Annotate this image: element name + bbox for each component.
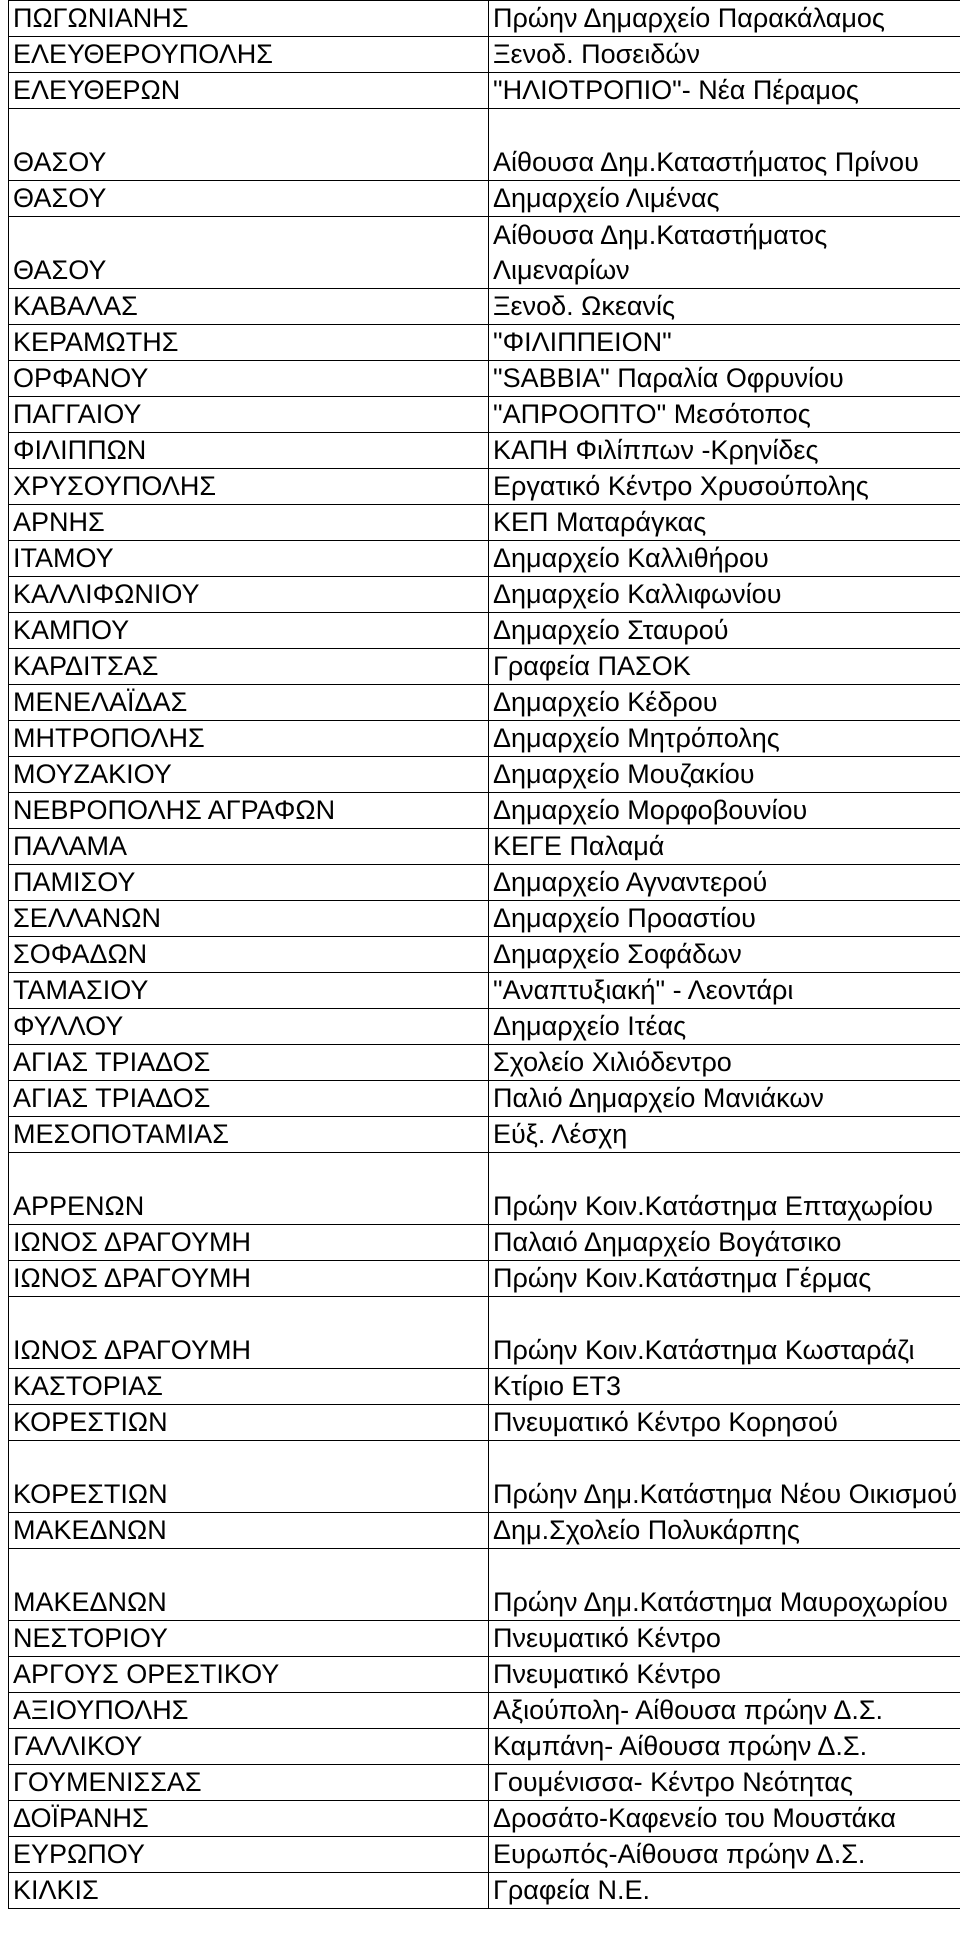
location-cell (489, 865, 960, 901)
table-row (9, 1837, 960, 1873)
location-cell (489, 613, 960, 649)
location-cell (489, 757, 960, 793)
location-cell (489, 1441, 960, 1513)
municipality-cell (9, 721, 489, 757)
table-row (9, 1693, 960, 1729)
municipality-name: ΘΑΣΟΥ (13, 255, 107, 285)
table-row (9, 37, 960, 73)
location-cell (489, 1873, 960, 1909)
location-name: "Αναπτυξιακή" - Λεοντάρι (493, 975, 794, 1005)
table-row (9, 469, 960, 505)
table-row (9, 1225, 960, 1261)
table-row (9, 541, 960, 577)
table-row (9, 793, 960, 829)
municipality-cell (9, 433, 489, 469)
municipality-cell (9, 289, 489, 325)
location-name: "SABBIA" Παραλία Οφρυνίου (493, 363, 844, 393)
location-cell (489, 937, 960, 973)
table-row (9, 433, 960, 469)
location-cell (489, 1693, 960, 1729)
municipality-name: ΚΑΛΛΙΦΩΝΙΟΥ (13, 579, 200, 609)
location-name: Αίθουσα Δημ.Καταστήματος Λιμεναρίων (493, 220, 828, 285)
location-name: Πρώην Κοιν.Κατάστημα Επταχωρίου (493, 1191, 934, 1221)
location-name: Δημαρχείο Μητρόπολης (493, 723, 780, 753)
location-cell (489, 73, 960, 109)
municipality-name: ΧΡΥΣΟΥΠΟΛΗΣ (13, 471, 217, 501)
location-name: Γραφεία Ν.Ε. (493, 1875, 651, 1905)
table-row (9, 217, 960, 289)
location-name: Σχολείο Χιλιόδεντρο (493, 1047, 732, 1077)
municipality-name: ΑΡΡΕΝΩΝ (13, 1191, 145, 1221)
municipality-cell (9, 757, 489, 793)
location-cell (489, 433, 960, 469)
municipality-name: ΙΩΝΟΣ ΔΡΑΓΟΥΜΗ (13, 1263, 251, 1293)
municipality-name: ΦΥΛΛΟΥ (13, 1011, 124, 1041)
document-page (8, 0, 960, 1909)
table-row (9, 577, 960, 613)
location-name: Εύξ. Λέσχη (493, 1119, 628, 1149)
municipality-cell (9, 1261, 489, 1297)
municipality-cell (9, 361, 489, 397)
municipality-cell (9, 1765, 489, 1801)
table-row (9, 1081, 960, 1117)
location-name: Δροσάτο-Καφενείο του Μουστάκα (493, 1803, 897, 1833)
location-name: Δημαρχείο Αγναντερού (493, 867, 768, 897)
location-cell (489, 181, 960, 217)
municipality-cell (9, 649, 489, 685)
location-cell (489, 289, 960, 325)
location-cell (489, 1405, 960, 1441)
municipality-cell (9, 829, 489, 865)
municipality-cell (9, 937, 489, 973)
municipality-cell (9, 325, 489, 361)
location-name: Ξενοδ. Ποσειδών (493, 39, 700, 69)
municipality-name: ΚΑΜΠΟΥ (13, 615, 130, 645)
municipality-cell (9, 901, 489, 937)
table-row (9, 73, 960, 109)
municipality-name: ΕΛΕΥΘΕΡΟΥΠΟΛΗΣ (13, 39, 273, 69)
location-cell (489, 1549, 960, 1621)
municipality-name: ΤΑΜΑΣΙΟΥ (13, 975, 149, 1005)
municipality-name: ΜΗΤΡΟΠΟΛΗΣ (13, 723, 205, 753)
location-name: Γουμένισσα- Κέντρο Νεότητας (493, 1767, 854, 1797)
municipality-name: ΚΟΡΕΣΤΙΩΝ (13, 1407, 168, 1437)
table-row (9, 1441, 960, 1513)
location-cell (489, 1765, 960, 1801)
municipality-name: ΙΩΝΟΣ ΔΡΑΓΟΥΜΗ (13, 1227, 251, 1257)
location-name: Πρώην Δημ.Κατάστημα Μαυροχωρίου (493, 1587, 948, 1617)
location-name: Δημαρχείο Μορφοβουνίου (493, 795, 808, 825)
table-row (9, 1297, 960, 1369)
location-cell (489, 1729, 960, 1765)
municipality-cell (9, 217, 489, 289)
table-row (9, 1117, 960, 1153)
location-cell (489, 1225, 960, 1261)
municipality-cell (9, 1621, 489, 1657)
location-cell (489, 1045, 960, 1081)
location-name: Δημαρχείο Προαστίου (493, 903, 756, 933)
location-cell (489, 901, 960, 937)
location-name: Παλαιό Δημαρχείο Βογάτσικο (493, 1227, 842, 1257)
municipality-name: ΓΟΥΜΕΝΙΣΣΑΣ (13, 1767, 202, 1797)
municipality-name: ΝΕΣΤΟΡΙΟΥ (13, 1623, 168, 1653)
table-row (9, 1549, 960, 1621)
municipality-name: ΜΑΚΕΔΝΩΝ (13, 1587, 167, 1617)
municipality-cell (9, 1873, 489, 1909)
table-row (9, 973, 960, 1009)
location-cell (489, 1117, 960, 1153)
location-name: "ΑΠΡΟΟΠΤΟ" Μεσότοπος (493, 399, 811, 429)
location-name: Ξενοδ. Ωκεανίς (493, 291, 675, 321)
municipality-cell (9, 793, 489, 829)
municipality-name: ΣΕΛΛΑΝΩΝ (13, 903, 161, 933)
municipality-name: ΚΙΛΚΙΣ (13, 1875, 99, 1905)
location-cell (489, 793, 960, 829)
municipality-name: ΘΑΣΟΥ (13, 183, 107, 213)
table-row (9, 1801, 960, 1837)
location-cell (489, 1369, 960, 1405)
municipality-cell (9, 37, 489, 73)
table-row (9, 685, 960, 721)
table-row (9, 757, 960, 793)
location-cell (489, 1009, 960, 1045)
location-cell (489, 109, 960, 181)
table-row (9, 1, 960, 37)
municipality-name: ΚΕΡΑΜΩΤΗΣ (13, 327, 179, 357)
table-row (9, 1369, 960, 1405)
table-row (9, 1621, 960, 1657)
polling-stations-table (8, 0, 960, 1909)
location-name: Αίθουσα Δημ.Καταστήματος Πρίνου (493, 147, 919, 177)
table-row (9, 325, 960, 361)
location-cell (489, 1837, 960, 1873)
municipality-cell (9, 865, 489, 901)
municipality-cell (9, 505, 489, 541)
municipality-name: ΔΟΪΡΑΝΗΣ (13, 1803, 149, 1833)
location-cell (489, 541, 960, 577)
location-cell (489, 973, 960, 1009)
municipality-cell (9, 1153, 489, 1225)
municipality-cell (9, 973, 489, 1009)
municipality-cell (9, 73, 489, 109)
location-name: Παλιό Δημαρχείο Μανιάκων (493, 1083, 824, 1113)
location-cell (489, 1, 960, 37)
location-cell (489, 685, 960, 721)
location-cell (489, 1513, 960, 1549)
table-row (9, 1045, 960, 1081)
location-cell (489, 1297, 960, 1369)
municipality-cell (9, 1441, 489, 1513)
location-cell (489, 469, 960, 505)
municipality-name: ΠΑΜΙΣΟΥ (13, 867, 136, 897)
municipality-name: ΠΑΓΓΑΙΟΥ (13, 399, 142, 429)
location-name: "ΦΙΛΙΠΠΕΙΟΝ" (493, 327, 672, 357)
location-cell (489, 649, 960, 685)
municipality-name: ΜΕΣΟΠΟΤΑΜΙΑΣ (13, 1119, 229, 1149)
municipality-name: ΠΩΓΩΝΙΑΝΗΣ (13, 3, 189, 33)
location-cell (489, 1261, 960, 1297)
table-row (9, 361, 960, 397)
location-name: Πρώην Κοιν.Κατάστημα Γέρμας (493, 1263, 872, 1293)
table-row (9, 1261, 960, 1297)
municipality-name: ΣΟΦΑΔΩΝ (13, 939, 148, 969)
table-row (9, 937, 960, 973)
municipality-name: ΑΓΙΑΣ ΤΡΙΑΔΟΣ (13, 1083, 211, 1113)
table-row (9, 1765, 960, 1801)
municipality-cell (9, 469, 489, 505)
municipality-name: ΜΕΝΕΛΑΪΔΑΣ (13, 687, 188, 717)
location-name: Δημαρχείο Μουζακίου (493, 759, 755, 789)
location-name: Ευρωπός-Αίθουσα πρώην Δ.Σ. (493, 1839, 866, 1869)
municipality-name: ΝΕΒΡΟΠΟΛΗΣ ΑΓΡΑΦΩΝ (13, 795, 336, 825)
table-row (9, 109, 960, 181)
location-name: Εργατικό Κέντρο Χρυσούπολης (493, 471, 869, 501)
municipality-name: ΟΡΦΑΝΟΥ (13, 363, 149, 393)
municipality-cell (9, 1801, 489, 1837)
municipality-name: ΚΟΡΕΣΤΙΩΝ (13, 1479, 168, 1509)
municipality-cell (9, 541, 489, 577)
municipality-cell (9, 685, 489, 721)
municipality-cell (9, 1549, 489, 1621)
location-name: "ΗΛΙΟΤΡΟΠΙΟ"- Νέα Πέραμος (493, 75, 859, 105)
table-row (9, 721, 960, 757)
municipality-cell (9, 1, 489, 37)
municipality-name: ΠΑΛΑΜΑ (13, 831, 128, 861)
location-cell (489, 1153, 960, 1225)
location-cell (489, 37, 960, 73)
table-row (9, 649, 960, 685)
municipality-name: ΑΓΙΑΣ ΤΡΙΑΔΟΣ (13, 1047, 211, 1077)
location-cell (489, 577, 960, 613)
table-row (9, 1657, 960, 1693)
municipality-cell (9, 1405, 489, 1441)
location-name: Πρώην Δημ.Κατάστημα Νέου Οικισμού (493, 1479, 958, 1509)
municipality-cell (9, 1081, 489, 1117)
municipality-cell (9, 181, 489, 217)
location-name: Πρώην Δημαρχείο Παρακάλαμος (493, 3, 885, 33)
table-row (9, 1405, 960, 1441)
location-name: Δημαρχείο Λιμένας (493, 183, 720, 213)
municipality-name: ΑΡΓΟΥΣ ΟΡΕΣΤΙΚΟΥ (13, 1659, 280, 1689)
municipality-cell (9, 1225, 489, 1261)
location-name: Δημαρχείο Σοφάδων (493, 939, 742, 969)
location-name: Πρώην Κοιν.Κατάστημα Κωσταράζι (493, 1335, 915, 1365)
table-row (9, 289, 960, 325)
municipality-name: ΙΤΑΜΟΥ (13, 543, 114, 573)
location-cell (489, 1081, 960, 1117)
municipality-name: ΚΑΡΔΙΤΣΑΣ (13, 651, 159, 681)
municipality-name: ΜΟΥΖΑΚΙΟΥ (13, 759, 172, 789)
table-row (9, 505, 960, 541)
location-cell (489, 505, 960, 541)
municipality-cell (9, 613, 489, 649)
location-name: Αξιούπολη- Αίθουσα πρώην Δ.Σ. (493, 1695, 884, 1725)
municipality-name: ΙΩΝΟΣ ΔΡΑΓΟΥΜΗ (13, 1335, 251, 1365)
table-row (9, 1153, 960, 1225)
municipality-name: ΕΥΡΩΠΟΥ (13, 1839, 145, 1869)
municipality-cell (9, 1369, 489, 1405)
table-row (9, 1873, 960, 1909)
location-cell (489, 1801, 960, 1837)
municipality-cell (9, 1045, 489, 1081)
location-cell (489, 217, 960, 289)
municipality-name: ΚΑΣΤΟΡΙΑΣ (13, 1371, 163, 1401)
table-row (9, 829, 960, 865)
location-cell (489, 829, 960, 865)
municipality-cell (9, 1657, 489, 1693)
table-body (9, 1, 960, 1909)
municipality-name: ΑΞΙΟΥΠΟΛΗΣ (13, 1695, 189, 1725)
municipality-name: ΕΛΕΥΘΕΡΩΝ (13, 75, 181, 105)
location-name: Δημαρχείο Ιτέας (493, 1011, 687, 1041)
municipality-name: ΦΙΛΙΠΠΩΝ (13, 435, 147, 465)
location-name: Πνευματικό Κέντρο (493, 1659, 721, 1689)
location-cell (489, 1657, 960, 1693)
table-row (9, 613, 960, 649)
location-name: ΚΑΠΗ Φιλίππων -Κρηνίδες (493, 435, 819, 465)
location-name: Δημαρχείο Καλλιθήρου (493, 543, 769, 573)
table-row (9, 181, 960, 217)
municipality-cell (9, 1729, 489, 1765)
location-cell (489, 361, 960, 397)
municipality-cell (9, 577, 489, 613)
table-row (9, 901, 960, 937)
location-name: Πνευματικό Κέντρο Κορησού (493, 1407, 838, 1437)
table-row (9, 397, 960, 433)
table-row (9, 1729, 960, 1765)
location-name: Δημαρχείο Καλλιφωνίου (493, 579, 782, 609)
municipality-name: ΑΡΝΗΣ (13, 507, 105, 537)
municipality-name: ΜΑΚΕΔΝΩΝ (13, 1515, 167, 1545)
municipality-cell (9, 1297, 489, 1369)
municipality-name: ΚΑΒΑΛΑΣ (13, 291, 138, 321)
municipality-cell (9, 1837, 489, 1873)
municipality-name: ΓΑΛΛΙΚΟΥ (13, 1731, 143, 1761)
location-name: Κτίριο ΕΤ3 (493, 1371, 622, 1401)
location-cell (489, 721, 960, 757)
location-name: ΚΕΠ Ματαράγκας (493, 507, 707, 537)
municipality-name: ΘΑΣΟΥ (13, 147, 107, 177)
location-name: Γραφεία ΠΑΣΟΚ (493, 651, 691, 681)
location-name: Δημαρχείο Κέδρου (493, 687, 718, 717)
municipality-cell (9, 109, 489, 181)
location-name: Καμπάνη- Αίθουσα πρώην Δ.Σ. (493, 1731, 868, 1761)
table-row (9, 1513, 960, 1549)
municipality-cell (9, 1009, 489, 1045)
municipality-cell (9, 1693, 489, 1729)
location-name: ΚΕΓΕ Παλαμά (493, 831, 665, 861)
table-row (9, 1009, 960, 1045)
location-name: Δημ.Σχολείο Πολυκάρπης (493, 1515, 800, 1545)
municipality-cell (9, 1513, 489, 1549)
location-name: Δημαρχείο Σταυρού (493, 615, 729, 645)
municipality-cell (9, 1117, 489, 1153)
location-cell (489, 325, 960, 361)
location-name: Πνευματικό Κέντρο (493, 1623, 721, 1653)
municipality-cell (9, 397, 489, 433)
location-cell (489, 1621, 960, 1657)
table-row (9, 865, 960, 901)
location-cell (489, 397, 960, 433)
